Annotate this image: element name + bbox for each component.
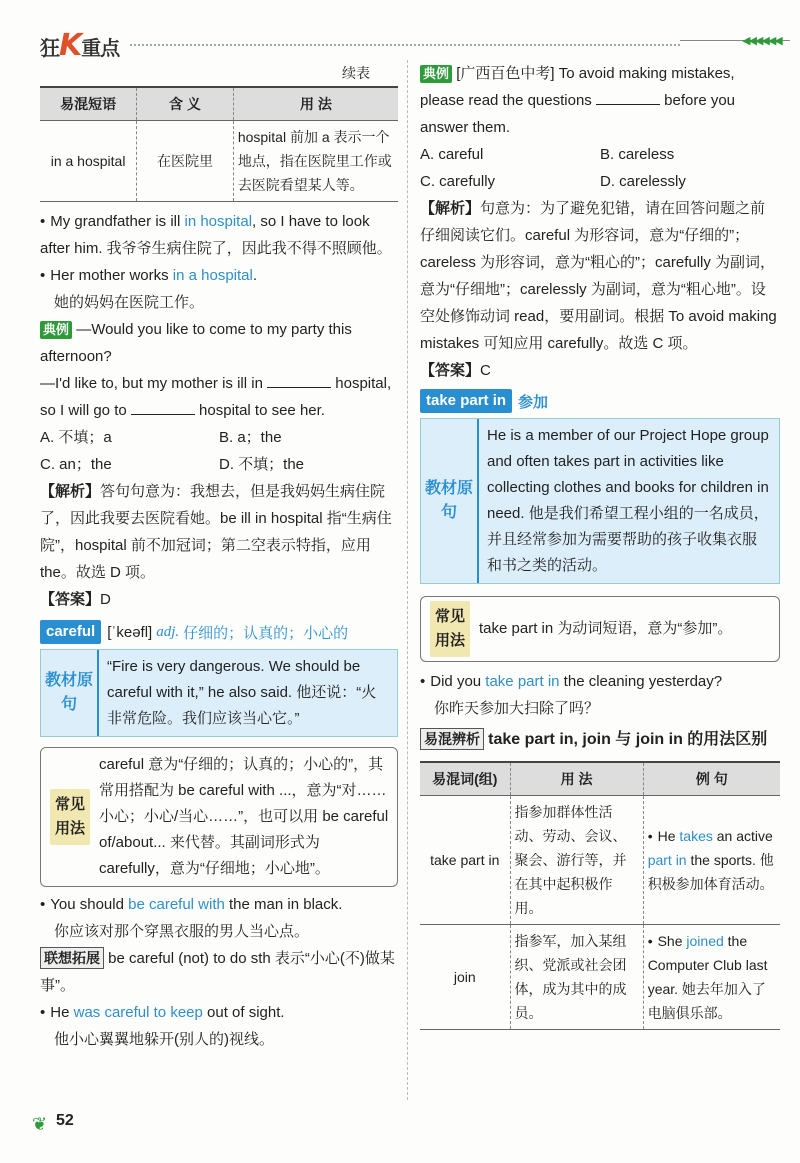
word-tag: careful (40, 620, 101, 644)
table-header: 用 法 (233, 87, 398, 121)
example-translation: 他小心翼翼地躲开(别人的)视线。 (54, 1031, 274, 1048)
option: A. careful (420, 146, 484, 163)
answer-options (420, 141, 780, 195)
example-sentence: • You should be careful with the man in black. (40, 891, 398, 918)
example-sentence: • My grandfather is ill in hospital, so I have to look after him. 我爷爷生病住院了，因此我不得不照顾他。 (40, 208, 398, 262)
option: B. a；the (219, 429, 282, 446)
answer: 【答案】D (40, 591, 111, 608)
association-note: 联想拓展 be careful (not) to do sth 表示“小心(不)做某事”。 (40, 945, 398, 999)
table-row (420, 796, 780, 925)
typical-question: 典例 [广西百色中考] To avoid making mistakes, please read the questions before you answer them. (420, 65, 736, 136)
header-divider (130, 44, 680, 46)
table-header: 易混词(组) (420, 762, 510, 796)
option: D. 不填；the (219, 456, 305, 473)
usage-label: 常见用法 (430, 601, 470, 657)
table-header: 用 法 (510, 762, 643, 796)
example-translation: 她的妈妈在医院工作。 (54, 294, 205, 311)
textbook-sentence-box (420, 418, 780, 584)
page-number: 52 (56, 1112, 74, 1129)
typical-tag: 典例 (40, 321, 72, 339)
option: B. careless (600, 146, 675, 163)
left-column (40, 60, 398, 1053)
table-cell: • He takes an active part in the sports. 他积极参加体育活动。 (643, 796, 780, 925)
table-header: 易混短语 (40, 87, 137, 121)
logo-text: 狂 (40, 36, 59, 60)
option: C. carefully (420, 173, 496, 190)
table-cell: join (420, 925, 510, 1030)
word-tag: take part in (420, 389, 512, 413)
table-cell: hospital 前加 a 表示一个地点，指在医院里工作或去医院看望某人等。 (233, 121, 398, 202)
word-entry-take-part-in (420, 388, 780, 414)
textbook-sentence-box (40, 649, 398, 737)
example-sentence: • Her mother works in a hospital. (40, 262, 398, 289)
example-sentence: • He was careful to keep out of sight. (40, 999, 398, 1026)
question-line: —I'd like to, but my mother is ill in hospital, so I will go to hospital to see her. (40, 375, 392, 419)
typical-tag: 典例 (420, 65, 452, 83)
table-header: 例 句 (643, 762, 780, 796)
logo-k: K (59, 28, 82, 63)
word-meaning: 参加 (518, 393, 549, 411)
table-cell: in a hospital (40, 121, 137, 202)
table-cell: • She joined the Computer Club last year. 她去年加入了电脑俱乐部。 (643, 925, 780, 1030)
part-of-speech: adj. (156, 623, 180, 640)
table-cell: take part in (420, 796, 510, 925)
answer-options (40, 424, 398, 478)
typical-question: 典例 —Would you like to come to my party this afternoon? (40, 321, 352, 365)
table-cell: 指参军，加入某组织、党派或社会团体，成为其中的成员。 (510, 925, 643, 1030)
table-row (420, 925, 780, 1030)
textbook-label: 教材原句 (45, 672, 94, 713)
book-logo (40, 28, 119, 63)
example-translation: 你应该对那个穿黑衣服的男人当心点。 (54, 923, 310, 940)
confusing-words-table (420, 761, 780, 1030)
table-cell: 在医院里 (137, 121, 234, 202)
confusion-tag: 易混辨析 (420, 728, 484, 750)
phonetic: [ˈkeəfl] (107, 623, 153, 641)
confusion-heading: 易混辨析 take part in, join 与 join in 的用法区别 (420, 726, 780, 753)
example-sentence: • Did you take part in the cleaning yesterday? (420, 668, 780, 695)
usage-text: careful 意为“仔细的；认真的；小心的”，其常用搭配为 be careful with ...，意为“对……小心；小心/当心……”，也可以用 be careful of/about... 来代替。其副词形式为 carefully，意为“仔细地；小心地”。 (99, 756, 389, 877)
analysis: 【解析】答句句意为：我想去，但是我妈妈生病住院了，因此我要去医院看她。be ill in hospital 指“生病住院”，hospital 前不加冠词；第二空表示特指，应用 the。故选 D 项。 (40, 483, 392, 581)
usage-box (420, 596, 780, 662)
usage-box (40, 747, 398, 887)
table-row (40, 121, 398, 202)
logo-text-2: 重点 (81, 36, 120, 60)
right-column (420, 60, 780, 1030)
answer: 【答案】C (420, 362, 491, 379)
textbook-label: 教材原句 (425, 480, 474, 521)
textbook-sentence: “Fire is very dangerous. We should be careful with it,” he also said. 他还说：“火非常危险。我们应该当心它。” (97, 650, 397, 736)
table-header: 含 义 (137, 87, 234, 121)
continued-label: 续表 (342, 65, 370, 81)
option: A. 不填；a (40, 429, 112, 446)
association-tag: 联想拓展 (40, 947, 104, 969)
lightbulb-icon: ❦ (32, 1114, 48, 1134)
usage-text: take part in 为动词短语，意为“参加”。 (479, 620, 733, 637)
example-translation: 你昨天参加大扫除了吗？ (434, 700, 600, 717)
textbook-sentence: He is a member of our Project Hope group and often takes part in activities like collecting clothes and books for children in need. 他是我们希望工程小组的一名成员，并且经常参加为需要帮助的孩子收集衣服和书之类的活动。 (477, 419, 779, 583)
word-entry-careful (40, 619, 398, 645)
option: C. an；the (40, 456, 112, 473)
word-meaning: 仔细的；认真的；小心的 (183, 624, 349, 642)
header-arrows-icon: ◀◀◀◀◀◀ (742, 35, 781, 47)
usage-label: 常见用法 (50, 789, 90, 845)
option: D. carelessly (600, 173, 686, 190)
column-divider (407, 60, 409, 1100)
table-cell: 指参加群体性活动、劳动、会议、聚会、游行等，并在其中起积极作用。 (510, 796, 643, 925)
confusing-phrase-table (40, 86, 398, 202)
analysis: 【解析】句意为：为了避免犯错，请在回答问题之前仔细阅读它们。careful 为形容词，意为“仔细的”；careless 为形容词，意为“粗心的”；carefully 为副词，意为“仔细地”；carelessly 为副词，意为“粗心地”。设空处修饰动词 read，要用副词。根据 To avoid making mistakes 可知应用 carefully。故选 C 项。 (420, 200, 777, 352)
